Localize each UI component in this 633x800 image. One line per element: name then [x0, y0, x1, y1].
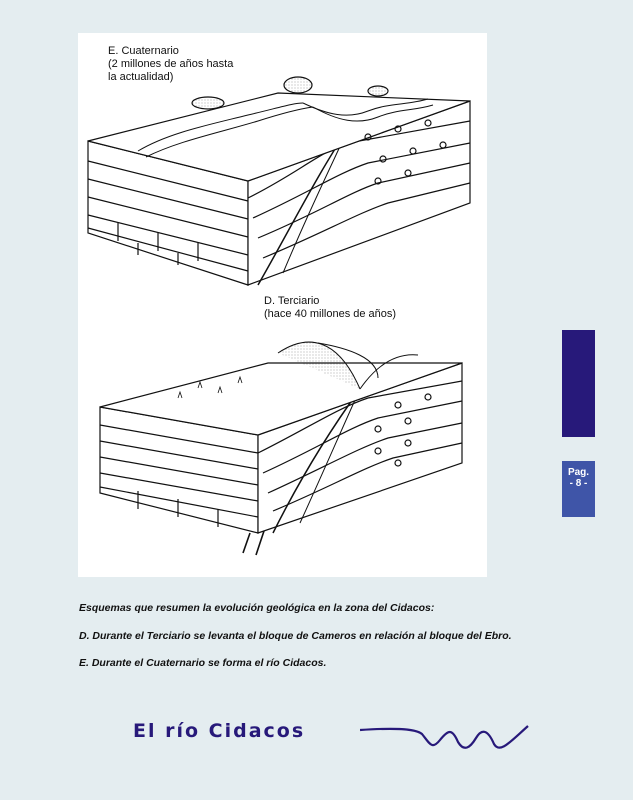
page-number-tab: [562, 461, 595, 517]
diagram-label-d: [264, 295, 396, 321]
footer-title: El río Cidacos: [133, 720, 306, 742]
label-d-line1: D. Terciario: [264, 295, 320, 307]
label-e-line2: (2 millones de años hasta: [108, 58, 234, 70]
caption-intro: Esquemas que resumen la evolución geológica en la zona del Cidacos:: [79, 602, 435, 614]
page-number: - 8 -: [569, 478, 588, 489]
label-d-line2: (hace 40 millones de años): [264, 308, 397, 320]
label-e-line1: E. Cuaternario: [108, 45, 179, 57]
block-diagram-e: [88, 77, 470, 285]
caption-item-d: D. Durante el Terciario se levanta el bloque de Cameros en relación al bloque del Ebro.: [79, 630, 512, 642]
wave-decoration-icon: [360, 718, 535, 758]
label-e-line3: la actualidad): [108, 71, 174, 83]
side-accent-bar: [562, 330, 595, 437]
geology-figure: [78, 33, 487, 577]
page-label: Pag.: [567, 467, 590, 478]
block-diagram-d: [100, 342, 462, 555]
caption-item-e: E. Durante el Cuaternario se forma el río Cidacos.: [79, 657, 327, 669]
diagram-label-e: [108, 45, 233, 84]
